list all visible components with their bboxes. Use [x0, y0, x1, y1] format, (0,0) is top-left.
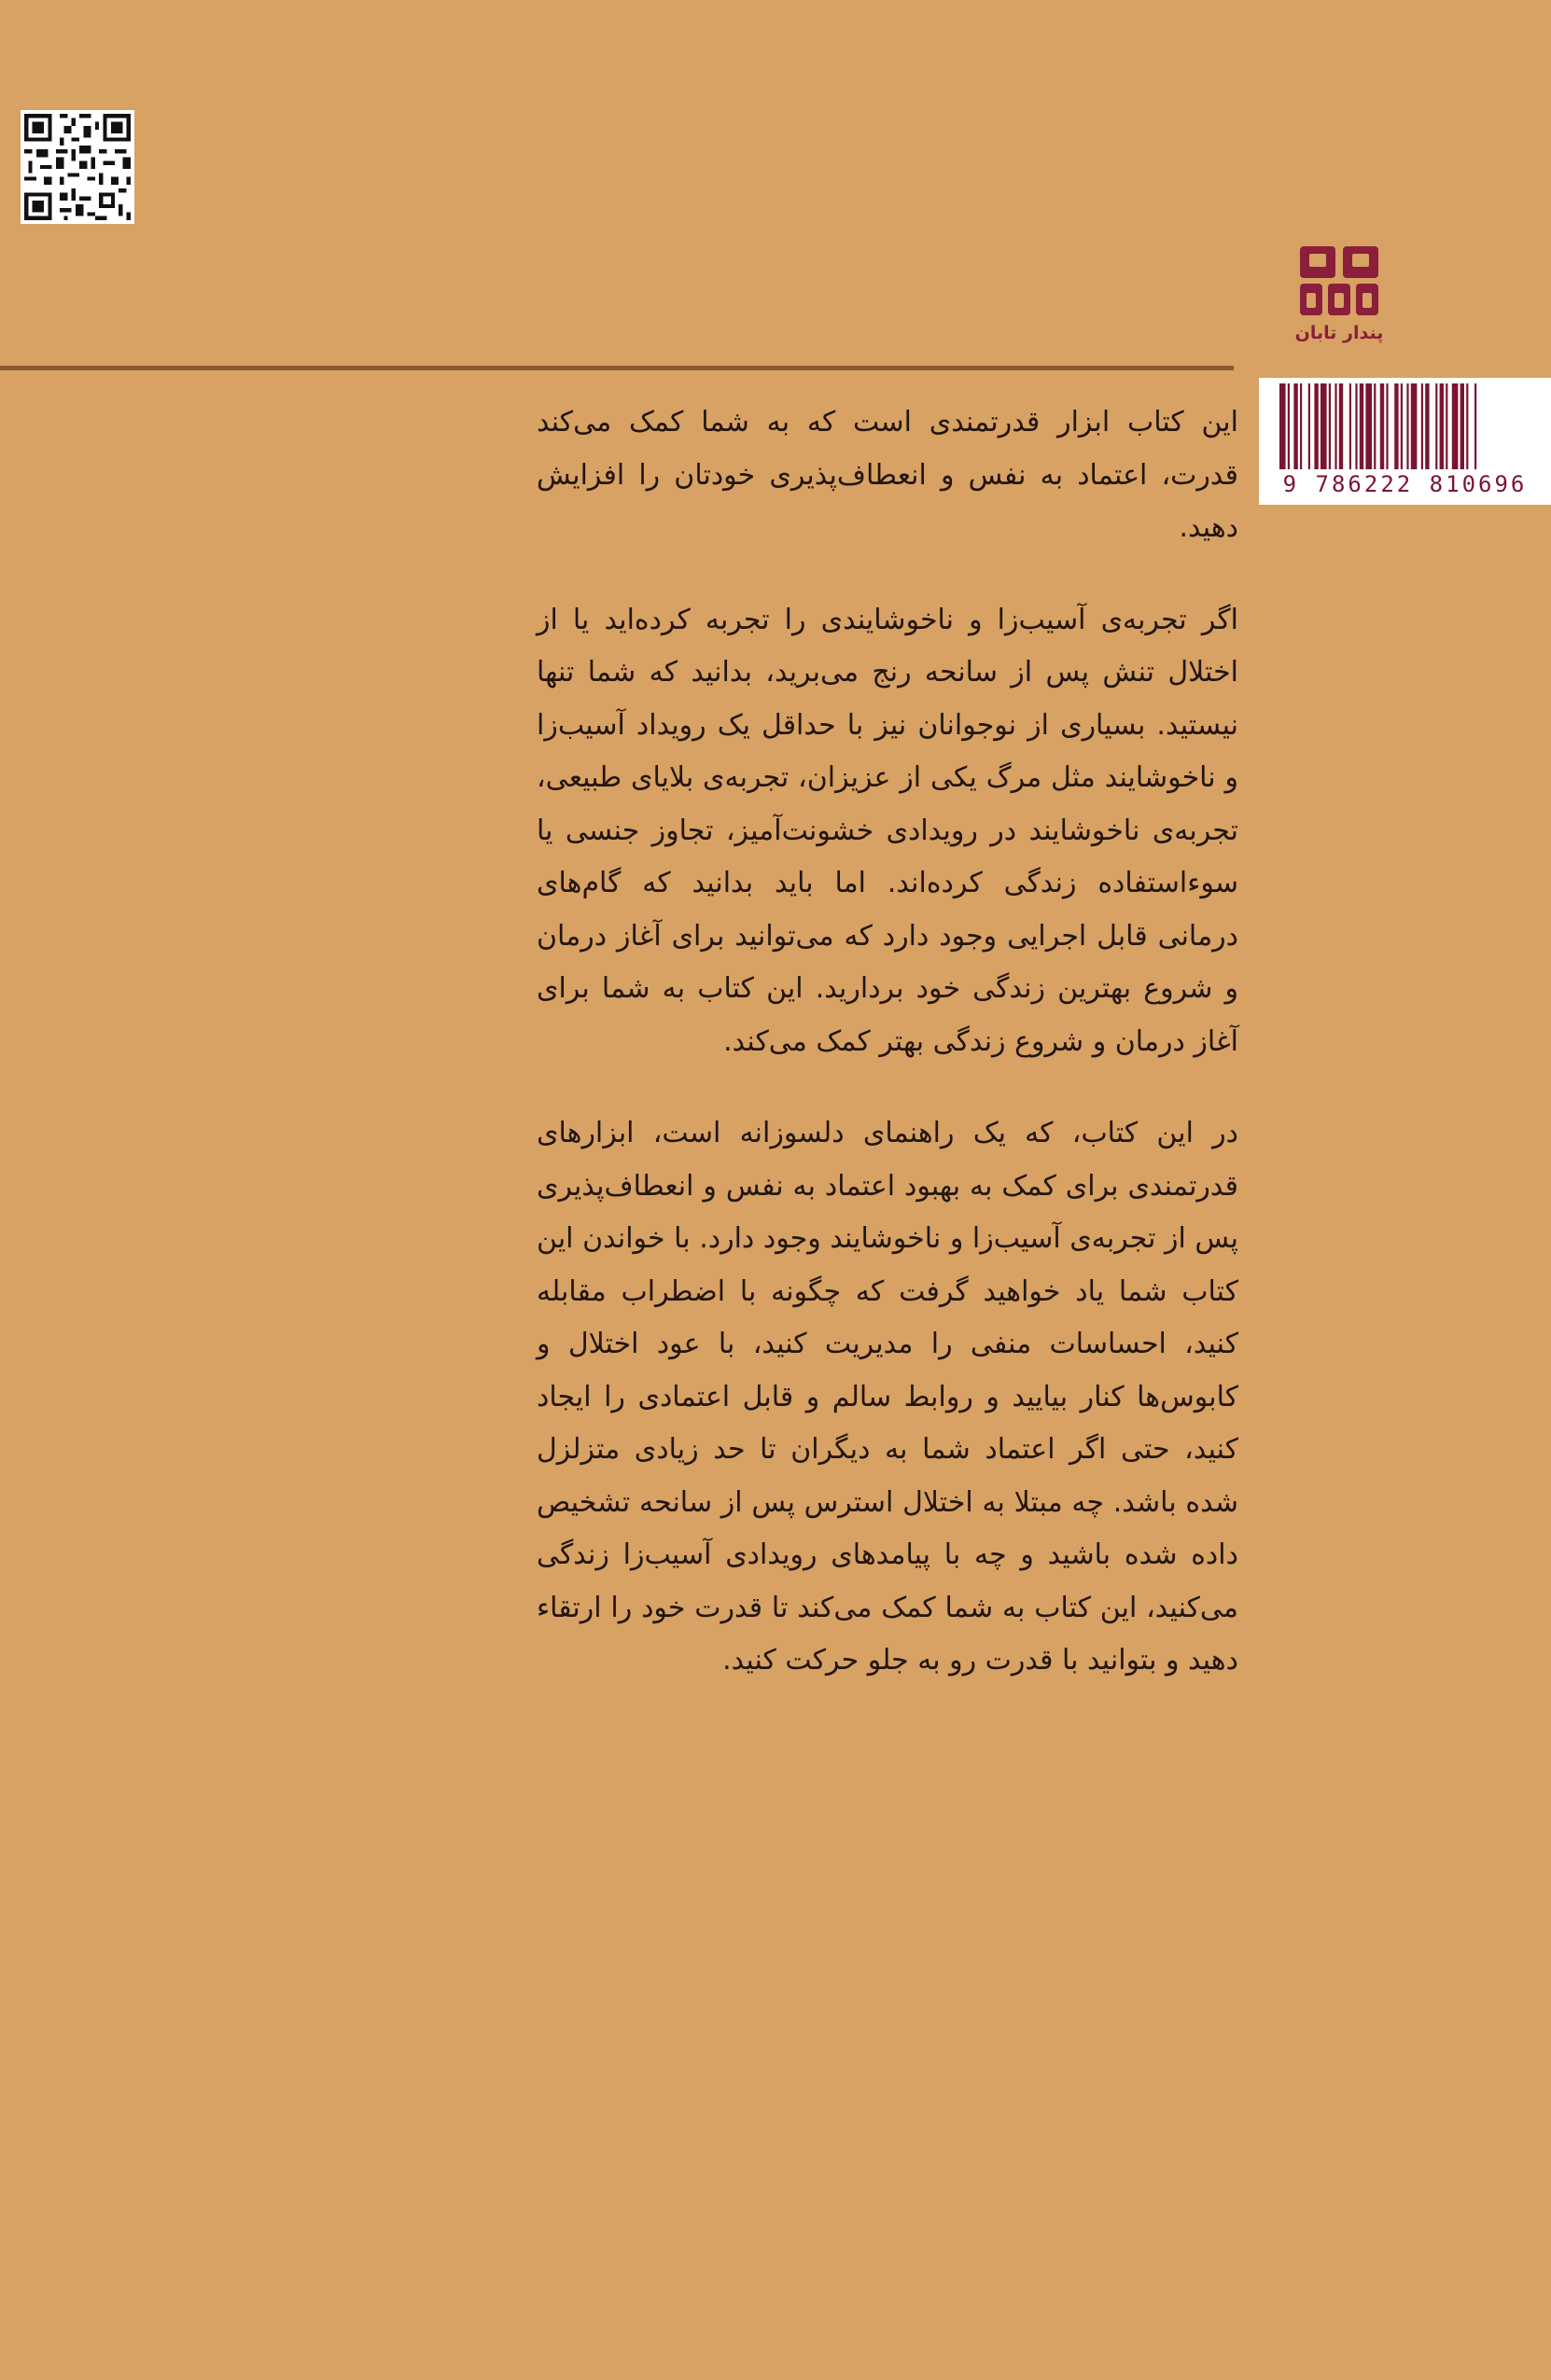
- qr-code: [21, 110, 134, 224]
- blurb-paragraph-2: اگر تجربه‌ی آسیب‌زا و ناخوشایندی را تجربه کرده‌اید یا از اختلال تنش پس از سانحه رنج می‌برید، بدانید که شما تنها نیستید. بسیاری از نوجوانان نیز با حداقل یک رویداد آسیب‌زا و ناخوشایند مثل مرگ یکی از عزیزان، تجربه‌ی بلایای طبیعی، تجربه‌ی ناخوشایند در رویدادی خشونت‌آمیز، تجاوز جنسی یا سوءاستفاده زندگی کرده‌اند. اما باید بدانید که گام‌های درمانی قابل اجرایی وجود دارد که می‌توانید برای آغاز درمان و شروع بهترین زندگی خود بردارید. این کتاب به شما برای آغاز درمان و شروع زندگی بهتر کمک می‌کند.: [537, 603, 1238, 1058]
- divider-line: [0, 366, 1234, 370]
- back-cover-blurb: [537, 397, 1238, 1727]
- isbn-barcode: [1259, 378, 1551, 505]
- blurb-paragraph-3: در این کتاب، که یک راهنمای دلسوزانه است، ابزارهای قدرتمندی برای کمک به بهبود اعتماد به نفس و انعطاف‌پذیری پس از تجربه‌ی آسیب‌زا و ناخوشایند وجود دارد. با خواندن این کتاب شما یاد خواهید گرفت که چگونه با اضطراب مقابله کنید، احساسات منفی را مدیریت کنید، با عود اختلال و کابوس‌ها کنار بیایید و روابط سالم و قابل اعتمادی را ایجاد کنید، حتی اگر اعتماد شما به دیگران تا حد زیادی متزلزل شده باشد. چه مبتلا به اختلال استرس پس از سانحه تشخیص داده شده باشید و چه با پیامدهای رویدادی آسیب‌زا زندگی می‌کنید، این کتاب به شما کمک می‌کند تا قدرت خود را ارتقاء دهید و بتوانید با قدرت رو به جلو حرکت کنید.: [537, 1117, 1238, 1677]
- barcode-icon: [1279, 383, 1531, 469]
- publisher-name: پندار تابان: [1294, 323, 1384, 343]
- qr-code-icon: [21, 110, 134, 224]
- publisher-logo-icon: [1283, 243, 1395, 319]
- blurb-paragraph-1: این کتاب ابزار قدرتمندی است که به شما کمک می‌کند قدرت، اعتماد به نفس و انعطاف‌پذیری خودتان را افزایش دهید.: [537, 406, 1238, 544]
- publisher-logo: [1283, 243, 1395, 364]
- isbn-number: 9 786222 810696: [1282, 471, 1528, 497]
